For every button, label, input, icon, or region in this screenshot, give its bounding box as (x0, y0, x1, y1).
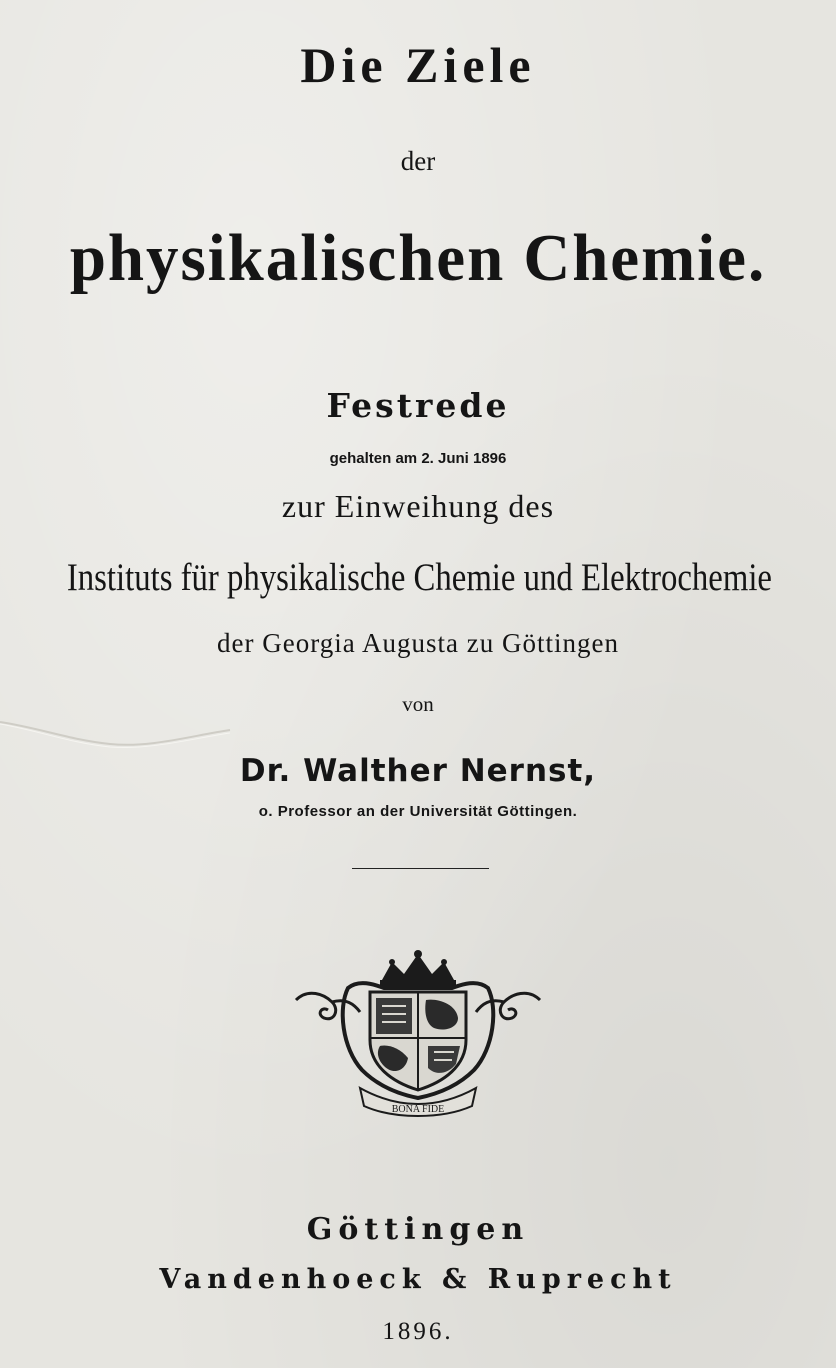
imprint-publisher: Vandenhoeck & Ruprecht (159, 1264, 677, 1295)
institute-line: Instituts für physikalische Chemie und Elektrochemie (66, 556, 772, 599)
university-line: der Georgia Augusta zu Göttingen (217, 628, 619, 658)
divider-rule (352, 868, 489, 869)
von-label: von (402, 692, 434, 716)
title-line-3: physikalischen Chemie. (69, 221, 767, 295)
held-on-date: gehalten am 2. Juni 1896 (329, 450, 507, 467)
title-line-1: Die Ziele (300, 37, 536, 93)
imprint-place: Göttingen (306, 1212, 530, 1247)
imprint-year: 1896. (382, 1318, 454, 1345)
coat-of-arms-icon (288, 948, 548, 1118)
title-line-2: der (400, 146, 436, 176)
emblem-motto: BONA FIDE (391, 1104, 445, 1115)
author-position: o. Professor an der Universität Göttingen. (258, 803, 578, 820)
festrede-heading: Festrede (326, 386, 510, 425)
occasion-line: zur Einweihung des (281, 488, 555, 524)
author-name: Dr. Walther Nernst, (239, 753, 597, 789)
